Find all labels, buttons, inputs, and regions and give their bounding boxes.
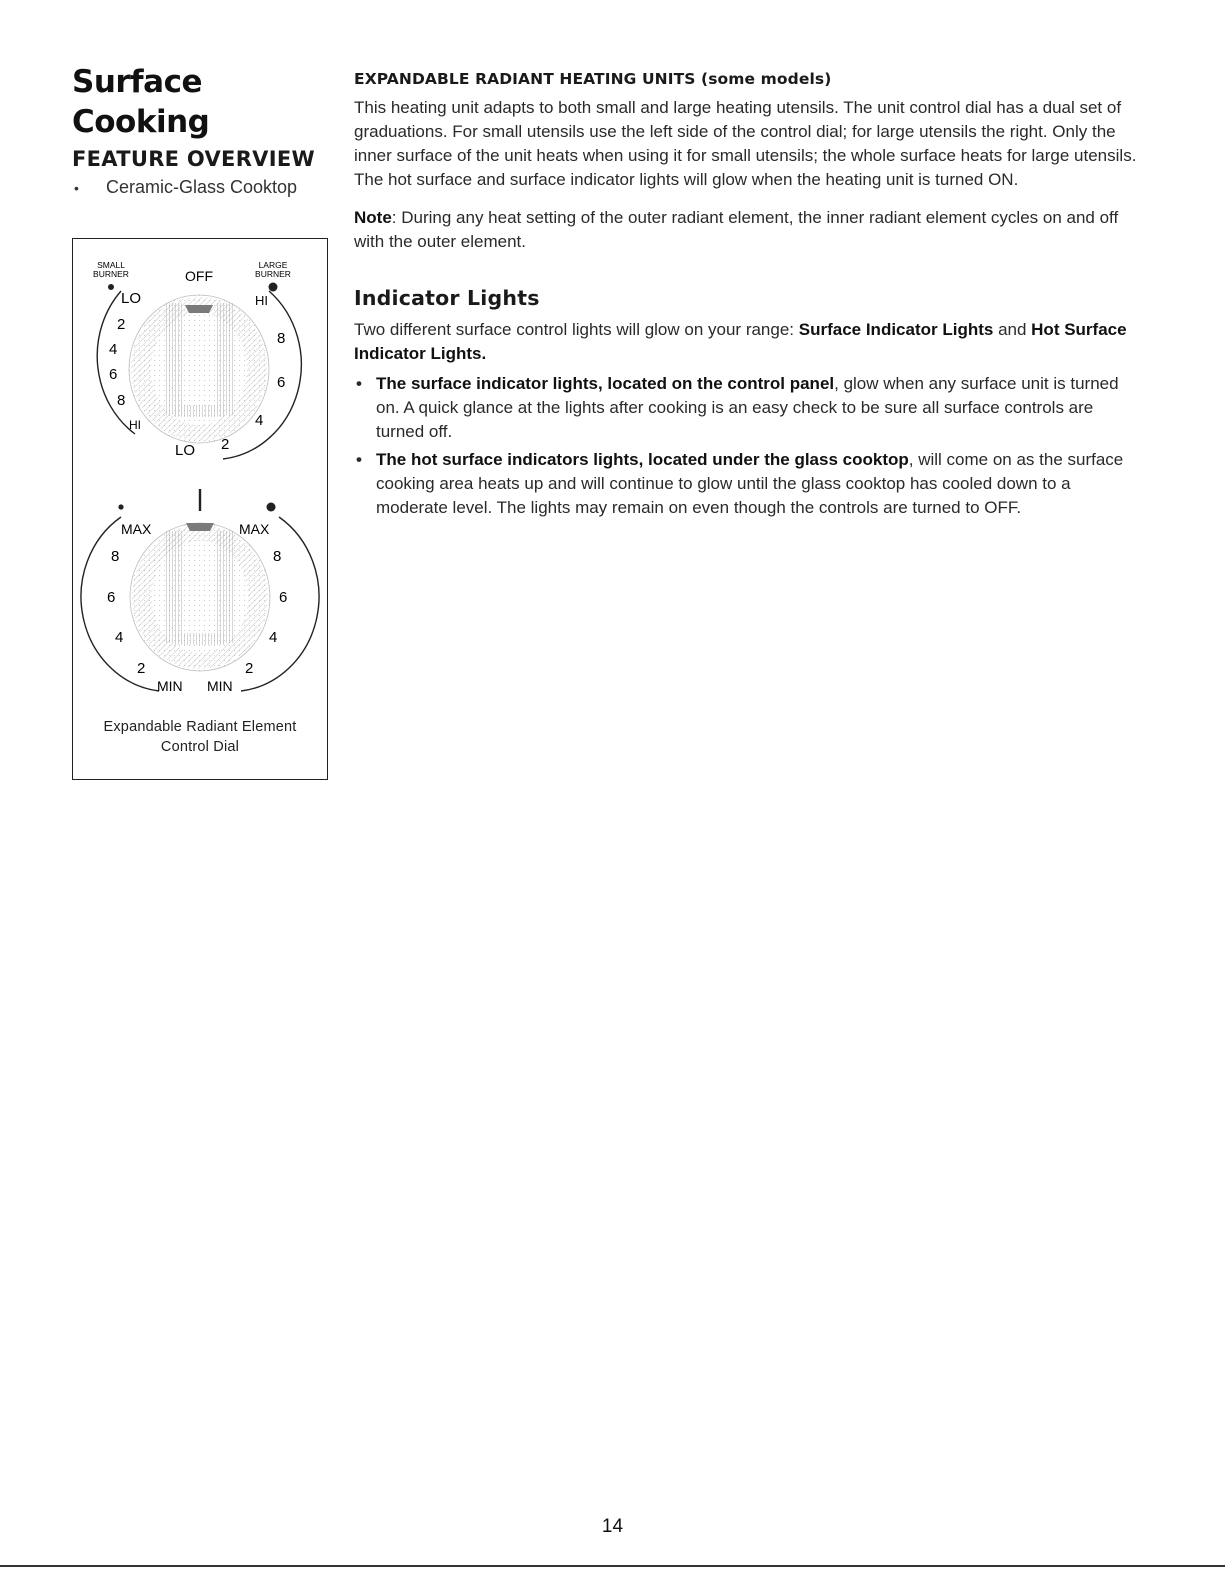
page-number: 14 bbox=[601, 1516, 624, 1537]
large-scale-4: 4 bbox=[255, 412, 264, 429]
small-scale-4: 4 bbox=[115, 629, 124, 646]
bullet-icon: • bbox=[74, 180, 79, 196]
list-item bbox=[354, 372, 1144, 444]
indicator-intro-paragraph bbox=[354, 318, 1144, 366]
dial-figure bbox=[72, 238, 328, 780]
large-burner-dot-icon bbox=[269, 283, 278, 292]
small-scale-hi: HI bbox=[129, 418, 141, 432]
expandable-units-paragraph: This heating unit adapts to both small and large heating utensils. The unit control dial has a dual set of graduations. For small utensils use the left side of the control dial; for large utensils the right. Only the inner surface of the unit heats when using it for small utensils; the whole surface heats for large utensils. The hot surface and surface indicator lights will glow when the heating unit is turned ON. bbox=[354, 98, 1137, 189]
dial-caption bbox=[73, 717, 327, 757]
large-scale-max: MAX bbox=[239, 521, 270, 537]
top-dial bbox=[93, 260, 301, 459]
large-scale-4: 4 bbox=[269, 629, 278, 646]
title-line-2: Cooking bbox=[72, 104, 210, 140]
small-burner-label-b: BURNER bbox=[93, 269, 129, 279]
control-dial-illustration bbox=[73, 239, 326, 709]
bullet-1-text: , glow when any surface unit is turned on. A quick glance at the lights after cooking is an easy check to be sure all surface controls are turned off. bbox=[376, 374, 1119, 441]
knob-grip-bottom bbox=[173, 405, 225, 417]
bullet-icon: • bbox=[356, 374, 362, 393]
list-item bbox=[354, 448, 1144, 520]
large-scale-2: 2 bbox=[221, 436, 230, 453]
indicator-intro-text: Two different surface control lights will glow on your range: bbox=[354, 320, 799, 339]
knob-grip-left bbox=[165, 303, 183, 415]
large-scale-hi: HI bbox=[255, 293, 268, 308]
knob-grip-bottom bbox=[174, 633, 226, 645]
off-label: OFF bbox=[185, 268, 213, 284]
section-title bbox=[72, 62, 334, 142]
expandable-units-heading: EXPANDABLE RADIANT HEATING UNITS (some models) bbox=[354, 70, 832, 88]
large-scale-2: 2 bbox=[245, 660, 254, 677]
large-burner-label-b: BURNER bbox=[255, 269, 291, 279]
small-burner-dot-icon bbox=[108, 284, 114, 290]
bottom-divider bbox=[0, 1565, 1225, 1567]
large-scale-lo: LO bbox=[175, 442, 196, 459]
small-scale-6: 6 bbox=[109, 366, 118, 383]
small-scale-8: 8 bbox=[111, 548, 120, 565]
feature-list-item bbox=[72, 174, 334, 201]
small-burner-dot-icon bbox=[118, 504, 123, 509]
large-scale-min: MIN bbox=[207, 678, 233, 694]
bullet-2-text: , will come on as the surface cooking area heats up and will continue to glow until the glass cooktop has cooled down to a moderate level. The lights may remain on even though the controls are turned to OFF. bbox=[376, 450, 1124, 517]
hot-surface-indicator-lights-term: Hot Surface Indicator Lights. bbox=[354, 320, 1127, 363]
indicator-lights-list bbox=[354, 372, 1144, 520]
dial-caption-line-2: Control Dial bbox=[160, 739, 240, 755]
large-scale-6: 6 bbox=[277, 374, 286, 391]
knob-grip-right bbox=[215, 303, 233, 415]
right-column bbox=[354, 68, 1144, 524]
large-scale-6: 6 bbox=[279, 589, 288, 606]
bullet-1-bold: The surface indicator lights, located on the control panel bbox=[376, 374, 835, 393]
small-scale-2: 2 bbox=[137, 660, 146, 677]
bottom-dial bbox=[81, 489, 319, 695]
left-column bbox=[72, 62, 334, 201]
large-scale-8: 8 bbox=[273, 548, 282, 565]
knob-pointer-icon bbox=[186, 523, 214, 531]
indicator-and-text: and bbox=[993, 320, 1032, 339]
small-scale-2: 2 bbox=[117, 316, 126, 333]
knob-grip-left bbox=[166, 531, 184, 643]
knob-pointer-icon bbox=[185, 305, 213, 313]
note-text: : During any heat setting of the outer radiant element, the inner radiant element cycles on and off with the outer element. bbox=[354, 208, 1119, 251]
feature-item-label: Ceramic-Glass Cooktop bbox=[106, 177, 298, 197]
knob-grip-right bbox=[216, 531, 234, 643]
large-burner-dot-icon bbox=[267, 503, 276, 512]
feature-overview-heading: FEATURE OVERVIEW bbox=[72, 147, 315, 171]
surface-indicator-lights-term: Surface Indicator Lights bbox=[798, 320, 994, 339]
small-scale-max: MAX bbox=[121, 521, 152, 537]
small-scale-8: 8 bbox=[117, 392, 126, 409]
title-line-1: Surface bbox=[72, 64, 202, 100]
dial-caption-line-1: Expandable Radiant Element bbox=[103, 719, 297, 735]
large-scale-8: 8 bbox=[277, 330, 286, 347]
note-paragraph bbox=[354, 206, 1144, 254]
small-scale-4: 4 bbox=[109, 341, 118, 358]
small-burner-label-a: SMALL bbox=[97, 260, 125, 270]
note-label: Note bbox=[354, 208, 392, 227]
small-scale-lo: LO bbox=[121, 290, 142, 307]
large-burner-label-a: LARGE bbox=[258, 260, 288, 270]
small-scale-6: 6 bbox=[107, 589, 116, 606]
small-scale-min: MIN bbox=[157, 678, 183, 694]
bullet-icon: • bbox=[356, 450, 362, 469]
indicator-lights-heading: Indicator Lights bbox=[354, 286, 540, 310]
bullet-2-bold: The hot surface indicators lights, located under the glass cooktop bbox=[376, 450, 909, 469]
